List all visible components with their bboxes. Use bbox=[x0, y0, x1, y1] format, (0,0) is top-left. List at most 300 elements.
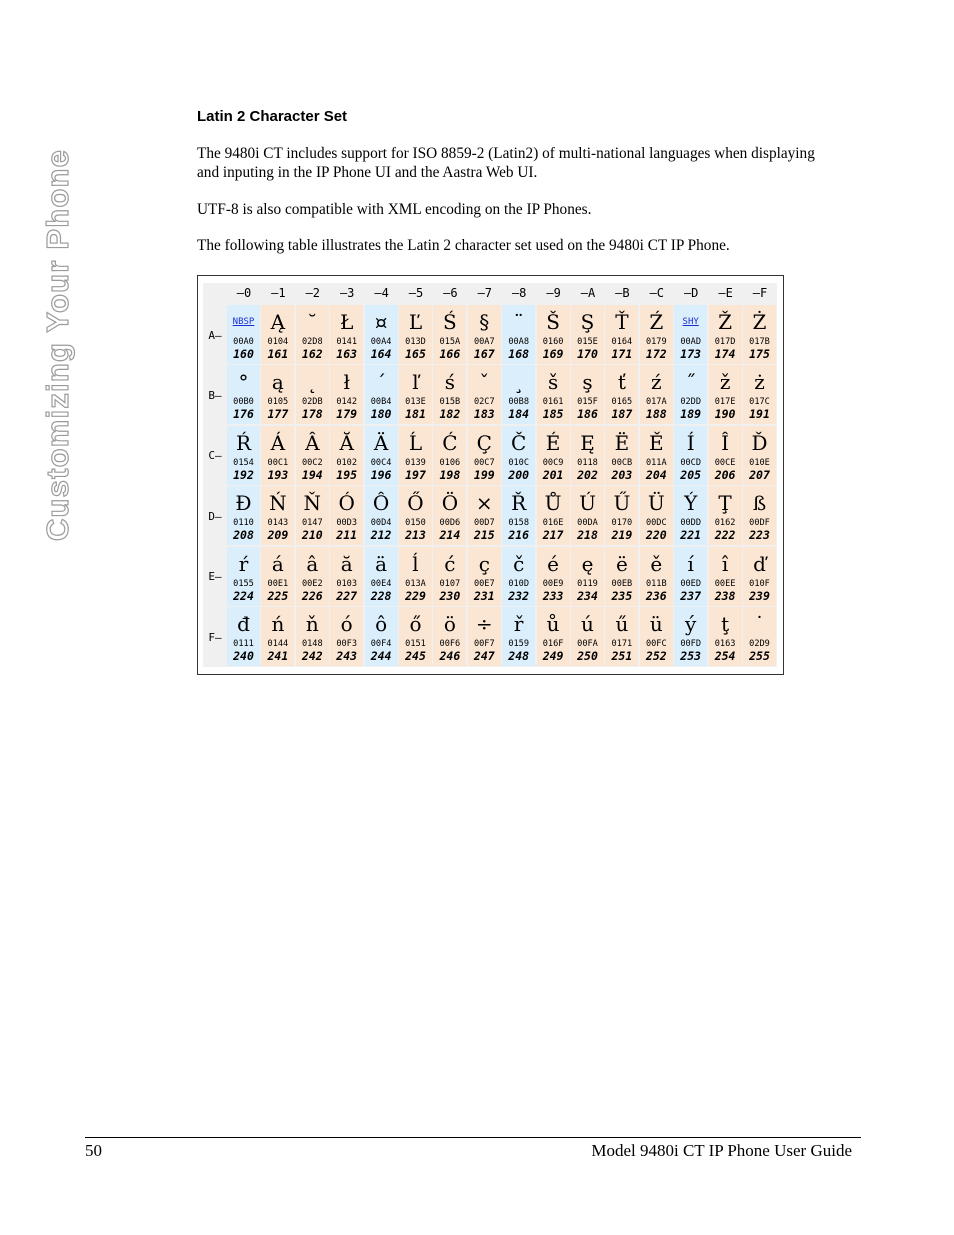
char-glyph: Ű bbox=[613, 491, 631, 516]
char-decimal-code: 179 bbox=[336, 407, 358, 422]
column-header: —A bbox=[580, 286, 596, 300]
char-decimal-code: 214 bbox=[439, 528, 461, 543]
char-decimal-code: 227 bbox=[336, 588, 358, 603]
char-cell bbox=[571, 486, 604, 545]
char-cell bbox=[433, 607, 466, 666]
char-decimal-code: 237 bbox=[680, 588, 702, 603]
char-glyph: í bbox=[687, 551, 694, 576]
char-glyph: č bbox=[513, 551, 525, 576]
char-decimal-code: 231 bbox=[473, 588, 495, 603]
char-cell bbox=[605, 426, 638, 485]
char-hex-code: 015B bbox=[439, 397, 461, 408]
char-cell bbox=[261, 426, 294, 485]
char-cell bbox=[227, 365, 260, 424]
char-cell bbox=[468, 607, 501, 666]
char-cell bbox=[261, 607, 294, 666]
char-decimal-code: 174 bbox=[714, 347, 736, 361]
char-decimal-code: 176 bbox=[233, 407, 254, 422]
char-decimal-code: 197 bbox=[405, 467, 426, 482]
char-glyph: NBSP bbox=[232, 317, 255, 327]
row-header: F— bbox=[208, 630, 222, 644]
char-decimal-code: 163 bbox=[336, 347, 358, 361]
char-hex-code: 0159 bbox=[508, 639, 530, 649]
char-decimal-code: 189 bbox=[680, 407, 702, 422]
char-cell bbox=[743, 365, 776, 424]
char-cell bbox=[227, 486, 260, 545]
char-cell bbox=[605, 305, 638, 364]
char-decimal-code: 195 bbox=[336, 467, 358, 482]
char-glyph: ą bbox=[271, 370, 284, 395]
char-hex-code: 010C bbox=[508, 457, 530, 468]
char-glyph: Ş bbox=[580, 310, 595, 334]
char-decimal-code: 180 bbox=[370, 407, 392, 422]
char-glyph: ć bbox=[444, 551, 456, 576]
char-cell bbox=[399, 607, 432, 666]
char-glyph: ÷ bbox=[475, 612, 493, 636]
char-cell bbox=[468, 305, 501, 364]
char-cell bbox=[399, 365, 432, 424]
char-cell bbox=[537, 426, 570, 485]
char-glyph: Ź bbox=[649, 310, 664, 334]
char-cell bbox=[571, 365, 604, 424]
column-header: —8 bbox=[511, 286, 527, 300]
char-decimal-code: 233 bbox=[542, 588, 564, 603]
char-hex-code: 015E bbox=[577, 337, 598, 347]
char-cell bbox=[674, 365, 707, 424]
row-header: D— bbox=[208, 509, 222, 523]
char-cell bbox=[365, 607, 398, 666]
char-hex-code: 0170 bbox=[611, 518, 633, 529]
char-hex-code: 015F bbox=[577, 397, 598, 408]
char-hex-code: 00C1 bbox=[267, 457, 289, 468]
char-glyph: Ž bbox=[718, 310, 733, 334]
char-cell bbox=[468, 365, 501, 424]
char-decimal-code: 226 bbox=[301, 588, 323, 603]
char-decimal-code: 236 bbox=[645, 588, 667, 603]
char-hex-code: 00C2 bbox=[301, 457, 323, 468]
char-hex-code: 00A4 bbox=[370, 337, 392, 347]
char-cell bbox=[674, 426, 707, 485]
char-cell bbox=[433, 547, 466, 606]
char-cell bbox=[296, 305, 329, 364]
char-cell bbox=[365, 365, 398, 424]
char-cell bbox=[330, 486, 363, 545]
page-number: 50 bbox=[85, 1141, 102, 1160]
char-glyph: é bbox=[547, 551, 560, 576]
char-hex-code: 00C9 bbox=[542, 457, 564, 468]
char-cell bbox=[674, 305, 707, 364]
char-glyph: ° bbox=[238, 370, 249, 395]
char-glyph: § bbox=[479, 310, 490, 334]
char-hex-code: 00ED bbox=[680, 578, 702, 589]
char-glyph: Ą bbox=[270, 310, 286, 334]
char-glyph: ď bbox=[753, 551, 766, 576]
char-cell bbox=[433, 305, 466, 364]
column-header: —D bbox=[683, 286, 699, 300]
char-cell bbox=[640, 547, 673, 606]
char-cell bbox=[640, 305, 673, 364]
column-header: —4 bbox=[374, 286, 389, 300]
char-glyph: Ô bbox=[372, 491, 390, 516]
char-hex-code: 00FD bbox=[680, 639, 702, 649]
char-hex-code: 010F bbox=[749, 578, 770, 589]
char-hex-code: 0105 bbox=[267, 397, 289, 408]
char-hex-code: 0110 bbox=[233, 518, 254, 529]
char-decimal-code: 164 bbox=[370, 347, 392, 361]
char-decimal-code: 201 bbox=[542, 467, 564, 482]
char-glyph: ˛ bbox=[307, 370, 318, 395]
char-cell bbox=[365, 486, 398, 545]
char-decimal-code: 239 bbox=[749, 588, 770, 603]
char-decimal-code: 194 bbox=[301, 467, 323, 482]
char-glyph: Ľ bbox=[408, 310, 423, 334]
char-glyph: ü bbox=[649, 612, 663, 636]
char-decimal-code: 172 bbox=[645, 347, 667, 361]
char-glyph: ĺ bbox=[412, 551, 419, 576]
char-hex-code: 013E bbox=[405, 397, 426, 408]
char-decimal-code: 229 bbox=[405, 588, 426, 603]
row-header: E— bbox=[208, 570, 222, 584]
char-hex-code: 0161 bbox=[542, 397, 564, 408]
char-decimal-code: 173 bbox=[680, 347, 702, 361]
char-hex-code: 00A7 bbox=[473, 337, 495, 347]
char-cell bbox=[640, 365, 673, 424]
char-glyph: × bbox=[475, 491, 493, 516]
char-hex-code: 0102 bbox=[336, 457, 358, 468]
char-hex-code: 00CE bbox=[714, 457, 736, 468]
char-glyph: ŕ bbox=[238, 551, 249, 576]
char-decimal-code: 166 bbox=[439, 347, 461, 361]
char-hex-code: 011A bbox=[645, 457, 667, 468]
char-hex-code: 013A bbox=[405, 578, 426, 589]
char-glyph: ¤ bbox=[374, 310, 388, 334]
char-glyph: SHY bbox=[682, 317, 699, 327]
char-hex-code: 0158 bbox=[508, 518, 530, 529]
char-decimal-code: 208 bbox=[233, 528, 254, 543]
char-hex-code: 00E2 bbox=[301, 578, 323, 589]
char-glyph: Î bbox=[721, 430, 730, 455]
char-decimal-code: 248 bbox=[508, 649, 530, 663]
char-hex-code: 0139 bbox=[405, 457, 426, 468]
char-decimal-code: 160 bbox=[233, 347, 254, 361]
char-hex-code: 00A0 bbox=[233, 337, 254, 347]
char-cell bbox=[261, 305, 294, 364]
char-glyph: ś bbox=[444, 370, 456, 395]
char-hex-code: 00F4 bbox=[370, 639, 392, 649]
char-decimal-code: 193 bbox=[267, 467, 289, 482]
row-header: C— bbox=[208, 449, 222, 463]
char-cell bbox=[468, 486, 501, 545]
char-glyph: ť bbox=[617, 370, 626, 395]
char-glyph: ˇ bbox=[479, 370, 490, 395]
char-hex-code: 00E4 bbox=[370, 578, 392, 589]
char-cell bbox=[709, 305, 742, 364]
char-cell bbox=[365, 305, 398, 364]
char-glyph: Ń bbox=[269, 491, 287, 516]
char-decimal-code: 199 bbox=[473, 467, 495, 482]
char-cell bbox=[330, 547, 363, 606]
char-decimal-code: 254 bbox=[714, 649, 736, 663]
char-decimal-code: 245 bbox=[405, 649, 426, 663]
char-cell bbox=[227, 607, 260, 666]
char-glyph: ż bbox=[754, 370, 765, 395]
char-glyph: ů bbox=[546, 612, 560, 636]
char-decimal-code: 200 bbox=[508, 467, 530, 482]
char-decimal-code: 251 bbox=[611, 649, 633, 663]
section-title: Latin 2 Character Set bbox=[197, 108, 348, 125]
char-cell bbox=[261, 486, 294, 545]
char-glyph: ř bbox=[513, 612, 524, 636]
char-cell bbox=[502, 547, 535, 606]
char-glyph: Ý bbox=[684, 491, 698, 516]
char-glyph: ń bbox=[271, 612, 285, 636]
char-hex-code: 0148 bbox=[301, 639, 323, 649]
char-cell bbox=[605, 547, 638, 606]
char-decimal-code: 220 bbox=[645, 528, 667, 543]
char-glyph: Ř bbox=[511, 491, 527, 516]
char-decimal-code: 171 bbox=[611, 347, 633, 361]
char-cell bbox=[537, 486, 570, 545]
char-cell bbox=[296, 365, 329, 424]
char-cell bbox=[571, 305, 604, 364]
char-decimal-code: 240 bbox=[233, 649, 254, 663]
char-cell bbox=[227, 305, 260, 364]
char-glyph: ó bbox=[340, 612, 353, 636]
char-hex-code: 0155 bbox=[233, 578, 254, 589]
column-header: —2 bbox=[305, 286, 321, 300]
char-cell bbox=[365, 547, 398, 606]
char-decimal-code: 191 bbox=[749, 407, 770, 422]
char-glyph: Ĺ bbox=[408, 430, 423, 455]
char-hex-code: 0107 bbox=[439, 578, 461, 589]
char-decimal-code: 253 bbox=[680, 649, 702, 663]
char-glyph: Ŕ bbox=[235, 430, 252, 455]
char-hex-code: 0147 bbox=[301, 518, 323, 529]
char-hex-code: 0141 bbox=[336, 337, 358, 347]
char-hex-code: 00DA bbox=[577, 518, 598, 529]
char-decimal-code: 243 bbox=[336, 649, 358, 663]
char-decimal-code: 216 bbox=[508, 528, 530, 543]
char-hex-code: 00A8 bbox=[508, 337, 530, 347]
char-cell bbox=[502, 365, 535, 424]
char-hex-code: 00DD bbox=[680, 518, 702, 529]
char-decimal-code: 230 bbox=[439, 588, 461, 603]
char-cell bbox=[709, 426, 742, 485]
char-decimal-code: 186 bbox=[577, 407, 598, 422]
char-hex-code: 00EB bbox=[611, 578, 633, 589]
char-hex-code: 0165 bbox=[611, 397, 633, 408]
char-hex-code: 0142 bbox=[336, 397, 358, 408]
char-hex-code: 02D8 bbox=[301, 337, 323, 347]
char-hex-code: 0103 bbox=[336, 578, 358, 589]
char-decimal-code: 209 bbox=[267, 528, 289, 543]
char-hex-code: 00D3 bbox=[336, 518, 358, 529]
char-decimal-code: 182 bbox=[439, 407, 461, 422]
char-cell bbox=[296, 486, 329, 545]
char-decimal-code: 167 bbox=[473, 347, 495, 361]
char-glyph: î bbox=[721, 551, 729, 576]
char-decimal-code: 170 bbox=[577, 347, 598, 361]
char-hex-code: 0106 bbox=[439, 457, 461, 468]
char-cell bbox=[709, 547, 742, 606]
char-decimal-code: 221 bbox=[680, 528, 702, 543]
column-header: —6 bbox=[443, 286, 458, 300]
row-header: B— bbox=[208, 388, 222, 402]
char-hex-code: 00C4 bbox=[370, 457, 392, 468]
char-glyph: Ü bbox=[647, 491, 665, 516]
char-glyph: ä bbox=[375, 551, 388, 576]
char-decimal-code: 218 bbox=[577, 528, 598, 543]
char-glyph: š bbox=[547, 370, 559, 395]
char-glyph: Ţ bbox=[718, 491, 732, 516]
char-hex-code: 0143 bbox=[267, 518, 289, 529]
char-cell bbox=[433, 365, 466, 424]
char-glyph: Ć bbox=[442, 430, 458, 455]
row-header: A— bbox=[208, 328, 222, 342]
char-hex-code: 016F bbox=[542, 639, 564, 649]
char-glyph: Ó bbox=[338, 491, 355, 516]
char-cell bbox=[433, 486, 466, 545]
char-decimal-code: 222 bbox=[714, 528, 736, 543]
char-cell bbox=[743, 305, 776, 364]
char-glyph: Ę bbox=[580, 430, 595, 455]
char-glyph: â bbox=[306, 551, 319, 576]
char-decimal-code: 188 bbox=[645, 407, 667, 422]
char-glyph: ˙ bbox=[754, 612, 765, 636]
char-glyph: Š bbox=[546, 310, 560, 334]
char-cell bbox=[502, 426, 535, 485]
char-cell bbox=[709, 365, 742, 424]
char-glyph: ˘ bbox=[307, 310, 318, 334]
char-hex-code: 00F7 bbox=[473, 639, 495, 649]
char-hex-code: 0154 bbox=[233, 457, 254, 468]
char-hex-code: 00E1 bbox=[267, 578, 289, 589]
charset-table bbox=[203, 283, 777, 667]
char-hex-code: 00FA bbox=[577, 639, 598, 649]
char-hex-code: 0118 bbox=[577, 457, 598, 468]
char-decimal-code: 252 bbox=[645, 649, 667, 663]
char-cell bbox=[399, 547, 432, 606]
char-cell bbox=[605, 486, 638, 545]
char-decimal-code: 224 bbox=[233, 588, 254, 603]
char-cell bbox=[743, 547, 776, 606]
char-glyph: ô bbox=[375, 612, 388, 636]
char-decimal-code: 203 bbox=[611, 467, 633, 482]
char-glyph: Ť bbox=[615, 310, 629, 334]
char-hex-code: 00AD bbox=[680, 337, 702, 347]
char-glyph: ź bbox=[651, 370, 662, 395]
column-header: —0 bbox=[236, 286, 252, 300]
char-glyph: ý bbox=[685, 612, 697, 636]
char-decimal-code: 196 bbox=[370, 467, 392, 482]
char-hex-code: 02DD bbox=[680, 397, 702, 408]
char-glyph: Ů bbox=[544, 491, 562, 516]
char-decimal-code: 211 bbox=[336, 528, 358, 543]
char-decimal-code: 241 bbox=[267, 649, 289, 663]
char-decimal-code: 238 bbox=[714, 588, 736, 603]
char-glyph: ë bbox=[615, 551, 628, 576]
char-glyph: ľ bbox=[412, 370, 419, 395]
char-decimal-code: 219 bbox=[611, 528, 633, 543]
char-hex-code: 00D4 bbox=[370, 518, 392, 529]
char-decimal-code: 223 bbox=[749, 528, 770, 543]
char-glyph: Ç bbox=[476, 430, 492, 455]
char-hex-code: 0151 bbox=[405, 639, 426, 649]
char-hex-code: 0144 bbox=[267, 639, 289, 649]
char-hex-code: 00F3 bbox=[336, 639, 358, 649]
char-hex-code: 00DF bbox=[749, 518, 770, 529]
char-decimal-code: 187 bbox=[611, 407, 633, 422]
char-hex-code: 0111 bbox=[233, 639, 254, 649]
intro-paragraph: The 9480i CT includes support for ISO 8859-2 (Latin2) of multi-national languages when displaying and inputing in the IP Phone UI and the Aastra Web UI. bbox=[197, 145, 815, 181]
char-glyph: Ë bbox=[614, 430, 630, 455]
char-cell bbox=[640, 607, 673, 666]
char-hex-code: 02DB bbox=[301, 397, 323, 408]
char-glyph: Ň bbox=[303, 491, 322, 516]
char-decimal-code: 228 bbox=[370, 588, 392, 603]
char-glyph: Ď bbox=[751, 430, 768, 455]
char-hex-code: 017D bbox=[714, 337, 736, 347]
char-hex-code: 017E bbox=[714, 397, 736, 408]
char-cell bbox=[743, 607, 776, 666]
char-glyph: Č bbox=[511, 430, 527, 455]
char-glyph: Â bbox=[305, 430, 320, 455]
char-cell bbox=[674, 547, 707, 606]
char-hex-code: 017B bbox=[749, 337, 770, 347]
char-decimal-code: 232 bbox=[508, 588, 530, 603]
char-decimal-code: 244 bbox=[370, 649, 392, 663]
char-decimal-code: 249 bbox=[542, 649, 564, 663]
char-hex-code: 02C7 bbox=[473, 397, 495, 408]
char-hex-code: 0162 bbox=[714, 518, 736, 529]
char-hex-code: 0163 bbox=[714, 639, 736, 649]
char-decimal-code: 213 bbox=[405, 528, 426, 543]
char-hex-code: 00B0 bbox=[233, 397, 254, 408]
char-cell bbox=[537, 365, 570, 424]
char-hex-code: 017A bbox=[645, 397, 667, 408]
char-glyph: Ż bbox=[752, 310, 767, 334]
char-hex-code: 00B8 bbox=[508, 397, 530, 408]
char-cell bbox=[227, 547, 260, 606]
char-hex-code: 00FC bbox=[645, 639, 667, 649]
char-cell bbox=[330, 607, 363, 666]
char-decimal-code: 235 bbox=[611, 588, 633, 603]
char-decimal-code: 183 bbox=[473, 407, 495, 422]
char-glyph: ű bbox=[615, 612, 629, 636]
char-glyph: ž bbox=[719, 370, 731, 395]
char-cell bbox=[399, 426, 432, 485]
char-cell bbox=[605, 365, 638, 424]
char-cell bbox=[674, 486, 707, 545]
char-hex-code: 00E7 bbox=[473, 578, 495, 589]
char-decimal-code: 205 bbox=[680, 467, 702, 482]
char-cell bbox=[399, 305, 432, 364]
char-hex-code: 0104 bbox=[267, 337, 289, 347]
char-hex-code: 00B4 bbox=[370, 397, 392, 408]
char-glyph: á bbox=[271, 551, 284, 576]
char-hex-code: 013D bbox=[405, 337, 426, 347]
char-glyph: ă bbox=[340, 551, 353, 576]
char-cell bbox=[502, 486, 535, 545]
char-cell bbox=[365, 426, 398, 485]
char-cell bbox=[640, 486, 673, 545]
char-glyph: ő bbox=[409, 612, 422, 636]
table-intro-paragraph: The following table illustrates the Latin 2 character set used on the 9480i CT IP Phone. bbox=[197, 237, 730, 254]
charset-figure bbox=[197, 275, 784, 675]
char-glyph: đ bbox=[237, 612, 250, 636]
guide-title: Model 9480i CT IP Phone User Guide bbox=[591, 1141, 852, 1160]
chapter-side-tab-label: Customizing Your Phone bbox=[40, 148, 75, 542]
